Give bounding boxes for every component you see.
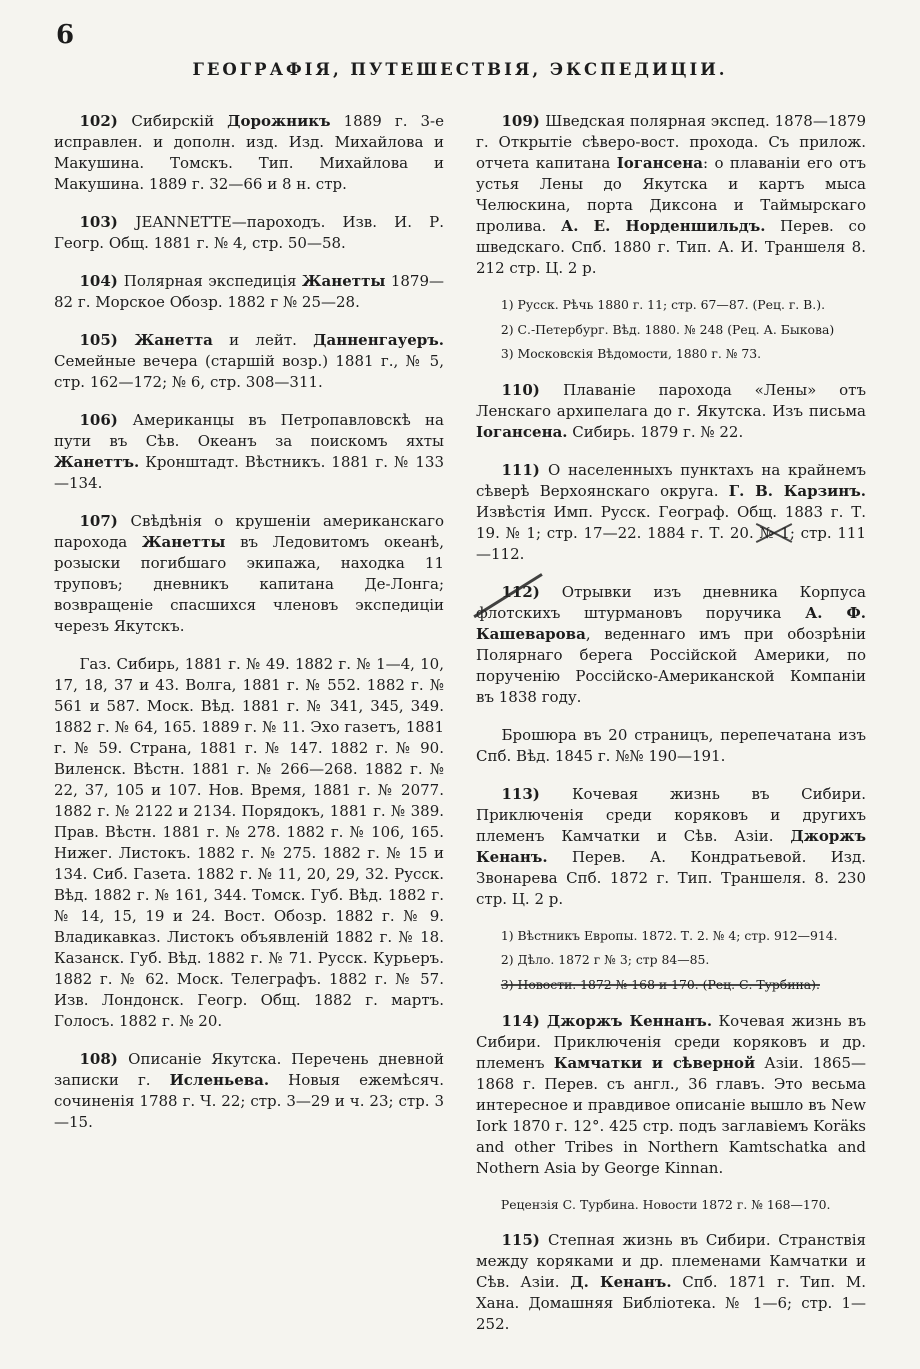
text-segment: 106)	[79, 411, 133, 429]
text-segment: Полярная экспедиція	[123, 272, 302, 290]
page-body	[54, 111, 866, 1352]
text-segment: 110)	[501, 380, 564, 399]
text-segment: Свѣдѣнія о крушеніи американскаго парохода	[54, 512, 444, 551]
text-segment: JEANNETTE—пароходъ. Изв. И. Р. Геогр. Общ. 1881 г. № 4, стр. 50—58.	[54, 213, 444, 252]
text-segment: Д. Кенанъ.	[570, 1273, 672, 1292]
text-segment: Іогансена	[616, 154, 703, 172]
entry-paragraph	[54, 410, 444, 494]
reference-line	[476, 321, 866, 340]
entry-paragraph	[476, 460, 866, 565]
text-segment: Сибирскій	[131, 112, 228, 130]
text-segment: Жанетты	[141, 533, 226, 551]
text-segment: Американцы въ Петропавловскѣ на пути въ Сѣв. Океанъ за поискомъ яхты	[54, 411, 444, 450]
text-segment: 107)	[79, 512, 131, 530]
entry-paragraph	[476, 582, 866, 708]
reference-line	[476, 927, 866, 946]
text-segment: Извѣстія Имп. Русск. Географ. Общ. 1883 г. Т. 19. № 1; стр. 17—22. 1884 г. Т. 20.	[476, 502, 866, 542]
text-segment: 104)	[79, 272, 124, 290]
text-segment: Новыя ежемѣсяч. сочиненія 1788 г. Ч. 22; стр. 3—29 и ч. 23; стр. 3—15.	[54, 1071, 444, 1131]
text-segment: Іогансена.	[476, 422, 568, 441]
entry-paragraph	[476, 1230, 866, 1335]
text-segment: Отрывки изъ дневника Корпуса флотскихъ штурмановъ поручика	[476, 582, 866, 622]
reference-line	[476, 296, 866, 315]
text-segment: Спб. 1871 г. Тип. М. Хана. Домашняя Библіотека. № 1—6; стр. 1—252.	[476, 1273, 866, 1334]
text-segment: 1889 г. 3-е исправлен. и дополн. изд. Изд. Михайлова и Макушина. Томскъ. Тип. Михайлова и Макушина. 1889 г. 32—66 и 8 н. стр.	[54, 112, 444, 193]
reference-line	[476, 951, 866, 970]
text-segment: 102)	[79, 112, 132, 130]
text-segment: 114)	[501, 1011, 547, 1030]
pen-marked-text-segment: 3) Новости. 1872 № 168 и 170. (Рец. С. Турбина).	[500, 977, 820, 993]
text-segment: Плаваніе парохода «Лены» отъ Ленскаго архипелага до г. Якутска. Изъ письма	[476, 380, 866, 420]
text-segment: 108)	[79, 1050, 129, 1068]
column-left	[54, 111, 444, 1352]
entry-paragraph	[54, 212, 444, 254]
text-segment: : о плаваніи его отъ устья Лены до Якутска и картъ мыса Челюскина, порта Диксона и Таймырскаго пролива.	[476, 154, 866, 235]
entry-paragraph	[54, 1049, 444, 1133]
reference-line	[476, 976, 866, 995]
text-segment: Джоржъ Кенанъ.	[476, 826, 866, 866]
pen-marked-text-segment: № 1	[759, 523, 790, 542]
text-segment: въ Ледовитомъ океанѣ, розыски погибшаго экипажа, находка 11 труповъ; дневникъ капитана Де-Лонга; возвращеніе спасшихся членовъ экспедиціи черезъ Якутскъ.	[54, 533, 444, 635]
text-segment: Кочевая жизнь въ Сибири. Приключенія среди коряковъ и другихъ племенъ Камчатки и Сѣв. Азіи.	[476, 784, 866, 845]
text-segment: Кочевая жизнь въ Сибири. Приключенія среди коряковъ и др. племенъ	[476, 1011, 866, 1072]
entry-paragraph	[54, 511, 444, 637]
text-segment: 1) Вѣстникъ Европы. 1872. Т. 2. № 4; стр. 912—914.	[500, 927, 838, 943]
text-segment: 111)	[501, 460, 549, 479]
text-segment: 105)	[79, 331, 135, 349]
entry-paragraph	[476, 725, 866, 767]
text-segment: Перев. А. Кондратьевой. Изд. Звонарева Спб. 1872 г. Тип. Траншеля. 8. 230 стр. Ц. 2 р.	[476, 847, 866, 908]
reference-line	[476, 1196, 866, 1215]
text-segment: Азіи. 1865—1868 г. Перев. съ англ., 36 главъ. Это весьма интересное и правдивое описаніе вышло въ New Iork 1870 г. 12°. 425 стр. подъ заглавіемъ Koräks and other Tribes in Northern Kamtschatka and Nothern Asia by George Kinnan.	[476, 1053, 866, 1177]
text-segment: и лейт.	[212, 331, 314, 349]
text-segment: О населенныхъ пунктахъ на крайнемъ сѣверѣ Верхоянскаго округа.	[476, 460, 866, 500]
text-segment: 115)	[501, 1231, 548, 1250]
text-segment: 103)	[79, 213, 136, 231]
page-number: 6	[56, 20, 75, 50]
text-segment: Сибирь. 1879 г. № 22.	[567, 422, 744, 441]
text-segment: 109)	[501, 112, 546, 130]
text-segment: Шведская полярная экспед. 1878—1879 г. Открытіе сѣверо-вост. прохода. Съ прилож. отчета капитана	[476, 112, 866, 172]
column-right	[476, 111, 866, 1352]
entry-paragraph	[476, 380, 866, 443]
text-segment: 2) Дѣло. 1872 г № 3; стр 84—85.	[500, 952, 710, 968]
text-segment: Кронштадт. Вѣстникъ. 1881 г. № 133—134.	[54, 453, 444, 492]
text-segment: Жанетта	[134, 331, 213, 349]
text-segment: Жанетты	[301, 272, 386, 290]
text-segment: Дорожникъ	[227, 112, 331, 130]
text-segment: Степная жизнь въ Сибири. Странствія между коряками и др. племенами Камчатки и Сѣв. Азіи.	[476, 1231, 866, 1292]
text-segment: А. Е. Норденшильдъ.	[561, 217, 766, 235]
text-segment: Газ. Сибирь, 1881 г. № 49. 1882 г. № 1—4, 10, 17, 18, 37 и 43. Волга, 1881 г. № 552. 1882 г. № 561 и 587. Моск. Вѣд. 1881 г. № 341, 345, 349. 1882 г. № 64, 165. 1889 г. № 11. Эхо газетъ, 1881 г. № 59. Страна, 1881 г. № 147. 1882 г. № 90. Виленск. Вѣстн. 1881 г. № 266—268. 1882 г. № 22, 37, 105 и 107. Нов. Время, 1881 г. № 2077. 1882 г. № 2122 и 2134. Порядокъ, 1881 г. № 389. Прав. Вѣстн. 1881 г. № 278. 1882 г. № 106, 165. Нижег. Листокъ. 1882 г. № 275. 1882 г. № 15 и 134. Сиб. Газета. 1882 г. № 11, 20, 29, 32. Русск. Вѣд. 1882 г. № 161, 344. Томск. Губ. Вѣд. 1882 г. № 14, 15, 19 и 24. Вост. Обозр. 1882 г. № 9. Владикавказ. Листокъ объявленій 1882 г. № 18. Казанск. Губ. Вѣд. 1882 г. № 71. Русск. Курьеръ. 1882 г. № 62. Моск. Телеграфъ. 1882 г. № 57. Изв. Лондонск. Геогр. Общ. 1882 г. мартъ. Голосъ. 1882 г. № 20.	[54, 655, 444, 1030]
entry-paragraph	[476, 111, 866, 279]
text-segment: ; стр. 111—112.	[476, 523, 866, 563]
text-segment: 113)	[501, 784, 572, 803]
text-segment: А. Ф. Кашеварова	[476, 603, 866, 643]
reference-line	[476, 345, 866, 364]
text-segment: Описаніе Якутска. Перечень дневной записки г.	[54, 1050, 444, 1089]
text-segment: 1) Русск. Рѣчь 1880 г. 11; стр. 67—87. (Рец. г. В.).	[500, 297, 826, 312]
entry-paragraph	[54, 271, 444, 313]
text-segment: Г. В. Карзинъ.	[728, 481, 866, 500]
text-segment: Исленьева.	[169, 1071, 270, 1089]
entry-paragraph	[54, 330, 444, 393]
text-segment: Жанеттъ.	[54, 453, 140, 471]
text-segment: Рецензія С. Турбина. Новости 1872 г. № 168—170.	[500, 1196, 831, 1212]
text-segment: Джоржъ Кеннанъ.	[546, 1011, 713, 1030]
pen-marked-text-segment: 112)	[501, 582, 540, 601]
entry-paragraph	[54, 111, 444, 195]
text-segment: 3) Московскія Вѣдомости, 1880 г. № 73.	[500, 346, 762, 362]
text-segment: Камчатки и сѣверной	[553, 1053, 756, 1072]
text-segment: 2) С.-Петербург. Вѣд. 1880. № 248 (Рец. А. Быкова)	[500, 321, 835, 337]
entry-paragraph	[476, 1011, 866, 1179]
page-title: ГЕОГРАФІЯ, ПУТЕШЕСТВІЯ, ЭКСПЕДИЦІИ.	[192, 60, 728, 79]
text-segment: , веденнаго имъ при обозрѣніи Полярнаго берега Россійской Америки, по порученію Россійско-Американской Компаніи въ 1838 году.	[476, 624, 866, 706]
text-segment: Перев. со шведскаго. Спб. 1880 г. Тип. А. И. Траншеля 8. 212 стр. Ц. 2 р.	[476, 217, 866, 277]
entry-paragraph	[476, 784, 866, 910]
text-segment: 1879—82 г. Морское Обозр. 1882 г № 25—28.	[54, 272, 444, 311]
entry-paragraph	[54, 654, 444, 1032]
text-segment: Брошюра въ 20 страницъ, перепечатана изъ Спб. Вѣд. 1845 г. №№ 190—191.	[476, 725, 866, 765]
text-segment: Семейные вечера (старшій возр.) 1881 г., № 5, стр. 162—172; № 6, стр. 308—311.	[54, 352, 444, 391]
text-segment: Данненгауеръ.	[313, 331, 444, 349]
